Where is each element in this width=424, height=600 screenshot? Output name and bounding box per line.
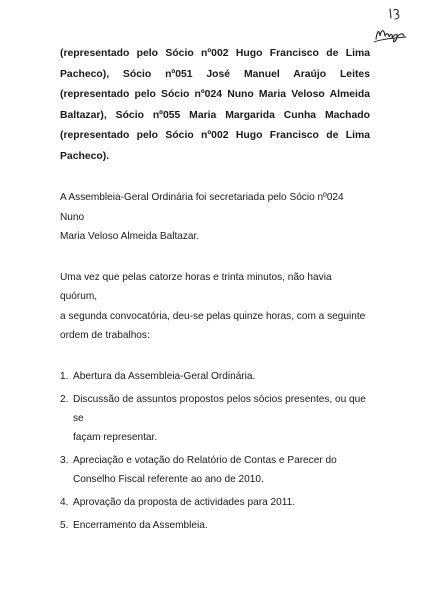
- quorum-paragraph: [60, 268, 370, 346]
- continuation-line: Baltazar), Sócio nº055 Maria Margarida Cunha Machado: [60, 109, 370, 121]
- agenda-item: [60, 516, 370, 535]
- agenda-item-number: 3.: [60, 454, 69, 466]
- document-body: [60, 44, 370, 539]
- members-continuation: [60, 44, 370, 167]
- agenda-item-text: Conselho Fiscal referente ao ano de 2010.: [73, 473, 264, 485]
- agenda-item-number: 4.: [60, 496, 69, 508]
- continuation-line: (representado pelo Sócio nº024 Nuno Maria Veloso Almeida: [60, 89, 370, 100]
- agenda-item: [60, 390, 370, 447]
- agenda-item-text: façam representar.: [73, 431, 158, 443]
- secretary-line: Maria Veloso Almeida Baltazar.: [60, 231, 200, 242]
- quorum-line: ordem de trabalhos:: [60, 330, 150, 341]
- agenda-item-number: 5.: [60, 519, 69, 531]
- agenda-item: [60, 367, 370, 386]
- continuation-line: Pacheco), Sócio nº051 José Manuel Araújo Leites: [60, 68, 370, 80]
- handwritten-signature: [370, 6, 410, 50]
- continuation-line: Pacheco).: [60, 150, 110, 162]
- secretary-line: A Assembleia-Geral Ordinária foi secretariada pelo Sócio nº024 Nuno: [60, 192, 344, 223]
- handwritten-page-mark: [370, 6, 410, 50]
- quorum-line: Uma vez que pelas catorze horas e trinta minutos, não havia quórum,: [60, 271, 332, 302]
- agenda-list: [60, 367, 370, 535]
- agenda-item-text: Discussão de assuntos propostos pelos sócios presentes, ou que se: [73, 393, 366, 424]
- continuation-line: (representado pelo Sócio nº002 Hugo Francisco de Lima: [60, 130, 370, 141]
- agenda-item: [60, 493, 370, 512]
- agenda-item: [60, 451, 370, 489]
- quorum-line: a segunda convocatória, deu-se pelas quinze horas, com a seguinte: [60, 310, 366, 322]
- agenda-item-text: Encerramento da Assembleia.: [73, 519, 208, 531]
- agenda-item-text: Apreciação e votação do Relatório de Contas e Parecer do: [73, 454, 337, 466]
- agenda-item-text: Abertura da Assembleia-Geral Ordinária.: [73, 370, 256, 382]
- secretary-paragraph: [60, 188, 370, 247]
- agenda-item-number: 2.: [60, 393, 69, 405]
- agenda-item-number: 1.: [60, 370, 69, 382]
- continuation-line: (representado pelo Sócio nº002 Hugo Francisco de Lima: [60, 48, 370, 59]
- agenda-item-text: Aprovação da proposta de actividades para 2011.: [73, 496, 296, 508]
